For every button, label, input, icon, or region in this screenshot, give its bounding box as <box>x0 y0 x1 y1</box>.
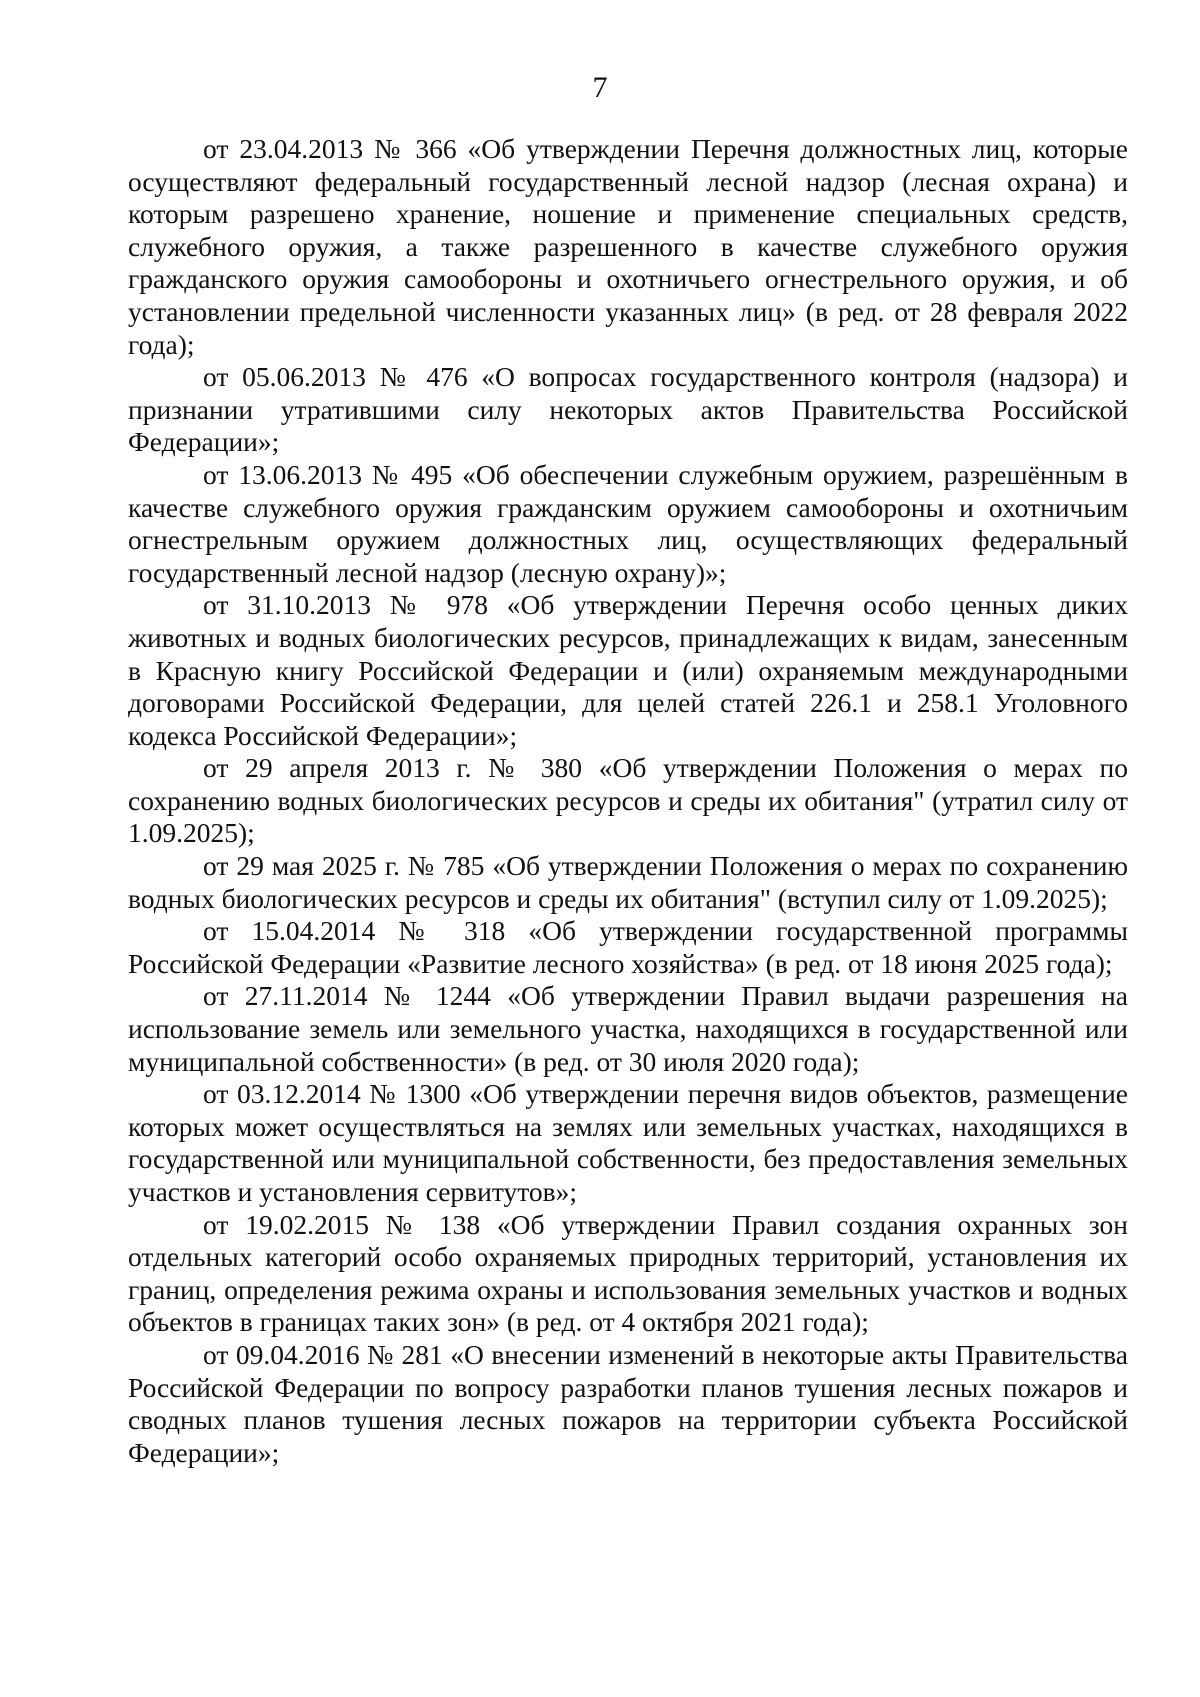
list-item: от 09.04.2016 № 281 «О внесении изменений в некоторые акты Правительства Российской Федерации по вопросу разработки планов тушения лесных пожаров и сводных планов тушения лесных пожаров на территории субъекта Российской Федерации»; <box>128 1338 1128 1468</box>
list-item: от 03.12.2014 № 1300 «Об утверждении перечня видов объектов, размещение которых может осуществляться на землях или земельных участках, находящихся в государственной или муниципальной собственности, без предоставления земельных участков и установления сервитутов»; <box>128 1078 1128 1207</box>
list-item: от 31.10.2013 № 978 «Об утверждении Перечня особо ценных диких животных и водных биологических ресурсов, принадлежащих к видам, занесенным в Красную книгу Российской Федерации и (или) охраняемым международными договорами Российской Федерации, для целей статей 226.1 и 258.1 Уголовного кодекса Российской Федерации»; <box>128 589 1128 751</box>
list-item: от 29 апреля 2013 г. № 380 «Об утверждении Положения о мерах по сохранению водных биологических ресурсов и среды их обитания" (утратил силу от 1.09.2025); <box>128 752 1128 849</box>
page-number: 7 <box>592 71 608 104</box>
list-item: от 13.06.2013 № 495 «Об обеспечении служебным оружием, разрешённым в качестве служебного оружия гражданским оружием самообороны и охотничьим огнестрельным оружием должностных лиц, осуществляющих федеральный государственный лесной надзор (лесную охрану)»; <box>128 458 1128 588</box>
list-item: от 05.06.2013 № 476 «О вопросах государственного контроля (надзора) и признании утратившими силу некоторых актов Правительства Российской Федерации»; <box>128 361 1128 458</box>
list-item: от 27.11.2014 № 1244 «Об утверждении Правил выдачи разрешения на использование земель или земельного участка, находящихся в государственной или муниципальной собственности» (в ред. от 30 июля 2020 года); <box>128 980 1128 1077</box>
list-item: от 19.02.2015 № 138 «Об утверждении Правил создания охранных зон отдельных категорий особо охраняемых природных территорий, установления их границ, определения режима охраны и использования земельных участков и водных объектов в границах таких зон» (в ред. от 4 октября 2021 года); <box>128 1208 1128 1338</box>
document-body <box>128 133 1128 1469</box>
list-item: от 15.04.2014 № 318 «Об утверждении государственной программы Российской Федерации «Развитие лесного хозяйства» (в ред. от 18 июня 2025 года); <box>128 915 1128 979</box>
list-item: от 23.04.2013 № 366 «Об утверждении Перечня должностных лиц, которые осуществляют федеральный государственный лесной надзор (лесная охрана) и которым разрешено хранение, ношение и применение специальных средств, служебного оружия, а также разрешенного в качестве служебного оружия гражданского оружия самообороны и охотничьего огнестрельного оружия, и об установлении предельной численности указанных лиц» (в ред. от 28 февраля 2022 года); <box>128 133 1128 360</box>
list-item: от 29 мая 2025 г. № 785 «Об утверждении Положения о мерах по сохранению водных биологических ресурсов и среды их обитания" (вступил силу от 1.09.2025); <box>128 850 1128 914</box>
